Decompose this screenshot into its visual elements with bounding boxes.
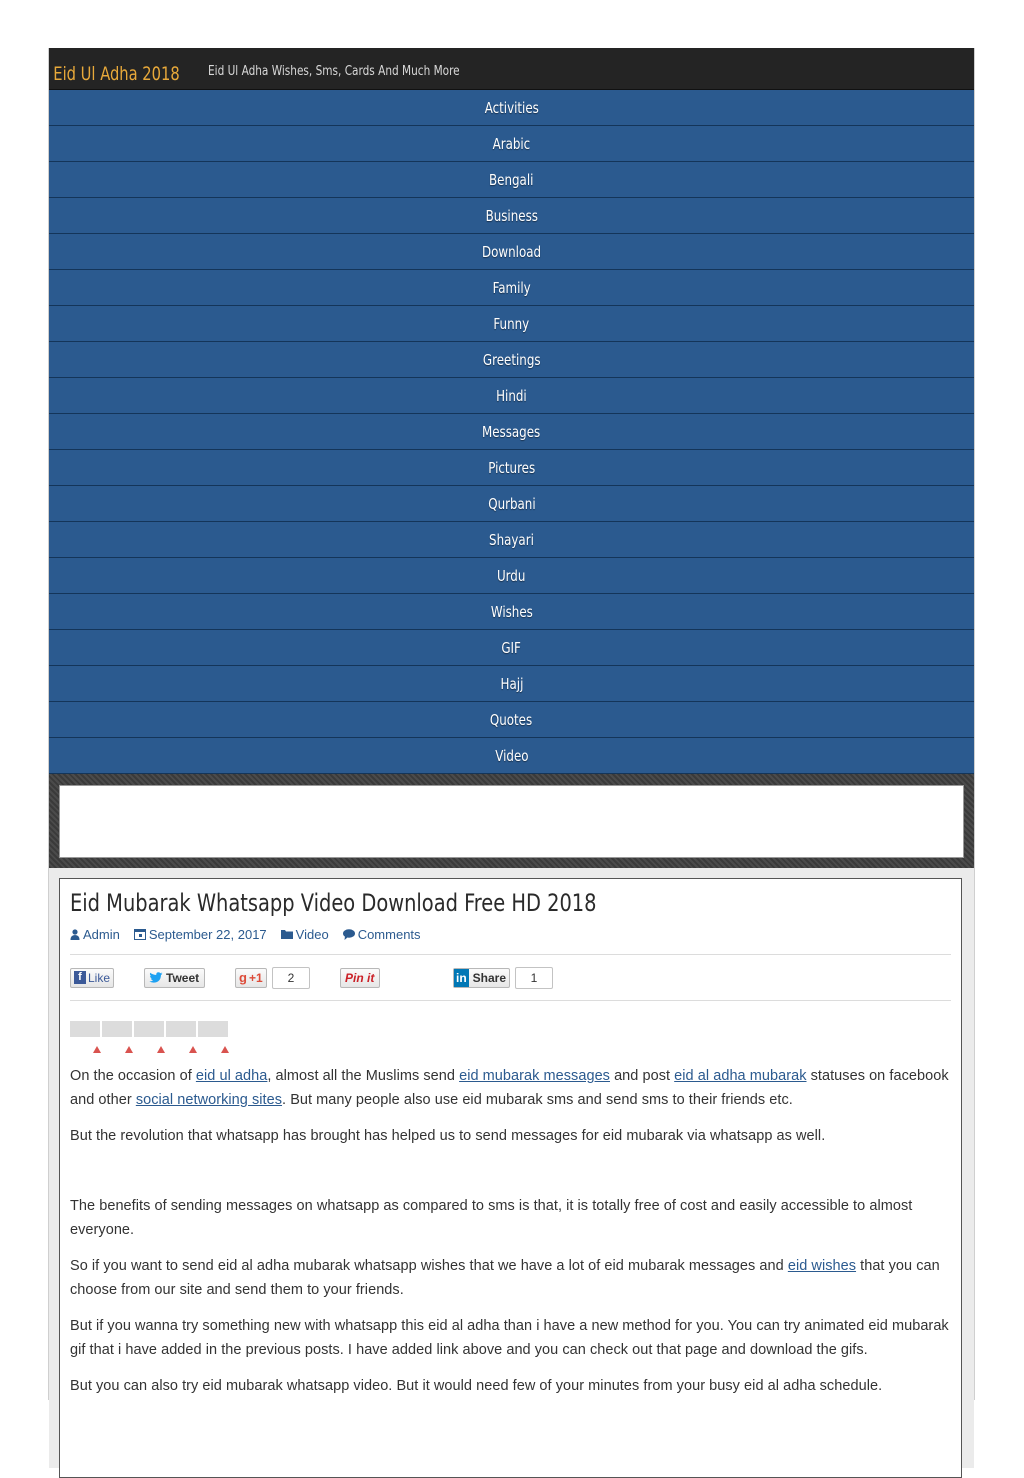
site-title[interactable]: Eid Ul Adha 2018 <box>53 62 180 85</box>
post-category-text: Video <box>295 926 329 942</box>
nav-item-label: Greetings <box>482 350 541 369</box>
link-eid-wishes[interactable]: eid wishes <box>787 1258 857 1274</box>
rating-star[interactable] <box>166 1021 198 1053</box>
rating-star[interactable] <box>102 1021 134 1053</box>
link-eid-ul-adha[interactable]: eid ul adha <box>195 1068 268 1084</box>
post-paragraph <box>70 1254 951 1302</box>
category-nav <box>49 90 974 774</box>
rating-star[interactable] <box>70 1021 102 1053</box>
nav-item-business[interactable] <box>49 198 974 234</box>
google-plus-icon: g <box>239 970 247 985</box>
comment-icon <box>343 929 355 940</box>
nav-item-label: Pictures <box>488 458 535 477</box>
post-category[interactable] <box>281 927 329 942</box>
post-paragraph <box>70 1064 951 1112</box>
nav-item-activities[interactable] <box>49 90 974 126</box>
site-tagline: Eid Ul Adha Wishes, Sms, Cards And Much More <box>208 64 460 79</box>
nav-item-wishes[interactable] <box>49 594 974 630</box>
post-meta <box>70 926 951 942</box>
nav-item-label: GIF <box>501 638 522 657</box>
link-eid-al-adha-mubarak[interactable]: eid al adha mubarak <box>674 1068 807 1084</box>
nav-item-label: Wishes <box>490 602 533 621</box>
nav-item-qurbani[interactable] <box>49 486 974 522</box>
nav-item-hindi[interactable] <box>49 378 974 414</box>
calendar-icon <box>134 928 146 940</box>
link-social-networking-sites[interactable]: social networking sites <box>135 1092 283 1108</box>
nav-item-label: Business <box>485 206 538 225</box>
post-paragraph: But the revolution that whatsapp has brought has helped us to send messages for eid mubarak via whatsapp as well. <box>70 1128 826 1144</box>
rating-star[interactable] <box>134 1021 166 1053</box>
nav-item-label: Qurbani <box>487 494 536 513</box>
share-bar <box>70 955 951 1000</box>
nav-item-family[interactable] <box>49 270 974 306</box>
folder-icon <box>281 929 293 939</box>
linkedin-label: Share <box>472 970 506 985</box>
site-header <box>49 48 974 90</box>
ad-banner-area <box>49 774 974 868</box>
post-paragraph: But you can also try eid mubarak whatsapp video. But it would need few of your minutes from your busy eid al adha schedule. <box>70 1378 883 1394</box>
linkedin-share-button[interactable] <box>453 968 510 988</box>
nav-item-label: Funny <box>493 314 530 333</box>
post-author-name: Admin <box>83 926 120 942</box>
nav-item-label: Hajj <box>500 674 523 693</box>
nav-item-label: Shayari <box>489 530 534 549</box>
divider <box>70 1000 951 1001</box>
nav-item-label: Quotes <box>490 710 533 729</box>
post-title: Eid Mubarak Whatsapp Video Download Free HD 2018 <box>70 889 597 917</box>
linkedin-count: 1 <box>515 967 553 989</box>
nav-item-hajj[interactable] <box>49 666 974 702</box>
like-label: Like <box>87 970 110 985</box>
nav-item-label: Hindi <box>496 386 527 405</box>
nav-item-funny[interactable] <box>49 306 974 342</box>
facebook-icon: f <box>74 971 86 984</box>
paragraph-text: , almost all the Muslims send <box>267 1068 460 1084</box>
paragraph-text: So if you want to send eid al adha mubarak whatsapp wishes that we have a lot of eid mubarak messages and <box>70 1258 788 1274</box>
paragraph-text: . But many people also use eid mubarak sms and send sms to their friends etc. <box>282 1092 793 1108</box>
nav-item-label: Download <box>481 242 542 261</box>
nav-item-download[interactable] <box>49 234 974 270</box>
paragraph-text: On the occasion of <box>70 1068 196 1084</box>
nav-item-messages[interactable] <box>49 414 974 450</box>
ad-banner[interactable] <box>59 785 964 858</box>
nav-item-greetings[interactable] <box>49 342 974 378</box>
nav-item-label: Bengali <box>489 170 534 189</box>
rating-star[interactable] <box>198 1021 230 1053</box>
nav-item-label: Messages <box>482 422 541 441</box>
post-comments[interactable] <box>343 927 421 942</box>
tweet-button[interactable] <box>144 968 205 988</box>
paragraph-text: and post <box>609 1068 675 1084</box>
nav-item-label: Arabic <box>492 134 531 153</box>
facebook-like-button[interactable] <box>70 968 114 988</box>
gplus-label: +1 <box>248 970 263 985</box>
nav-item-arabic[interactable] <box>49 126 974 162</box>
paragraph-text: statuses on facebook and other <box>70 1068 949 1108</box>
nav-item-gif[interactable] <box>49 630 974 666</box>
google-plus-count: 2 <box>272 967 310 989</box>
paragraph-text: that you can choose from our site and send them to your friends. <box>70 1258 940 1298</box>
user-icon <box>70 929 80 940</box>
post-article <box>59 878 962 1478</box>
nav-item-pictures[interactable] <box>49 450 974 486</box>
nav-item-urdu[interactable] <box>49 558 974 594</box>
nav-item-shayari[interactable] <box>49 522 974 558</box>
nav-item-label: Family <box>492 278 531 297</box>
google-plus-button[interactable] <box>235 968 267 988</box>
post-comments-text: Comments <box>357 926 421 942</box>
nav-item-video[interactable] <box>49 738 974 774</box>
post-paragraph: The benefits of sending messages on whatsapp as compared to sms is that, it is totally free of cost and easily accessible to almost everyone. <box>70 1198 913 1238</box>
pin-label: Pin it <box>345 970 375 985</box>
pinterest-button[interactable] <box>340 968 380 988</box>
tweet-label: Tweet <box>166 970 200 985</box>
nav-item-label: Video <box>494 746 529 765</box>
nav-item-bengali[interactable] <box>49 162 974 198</box>
post-paragraph: But if you wanna try something new with whatsapp this eid al adha than i have a new method for you. You can try animated eid mubarak gif that i have added in the previous posts. I have added link above and you can check out that page and download the gifs. <box>70 1318 949 1358</box>
linkedin-icon: in <box>455 970 467 985</box>
site-container <box>48 48 975 1400</box>
post-author[interactable] <box>70 927 120 942</box>
nav-item-label: Activities <box>484 98 539 117</box>
link-eid-mubarak-messages[interactable]: eid mubarak messages <box>459 1068 610 1084</box>
post-date <box>134 927 267 942</box>
post-date-text: September 22, 2017 <box>148 926 267 942</box>
nav-item-label: Urdu <box>497 566 526 585</box>
content-area <box>49 868 974 1468</box>
nav-item-quotes[interactable] <box>49 702 974 738</box>
twitter-icon <box>149 972 163 984</box>
rating-stars <box>70 1021 951 1053</box>
